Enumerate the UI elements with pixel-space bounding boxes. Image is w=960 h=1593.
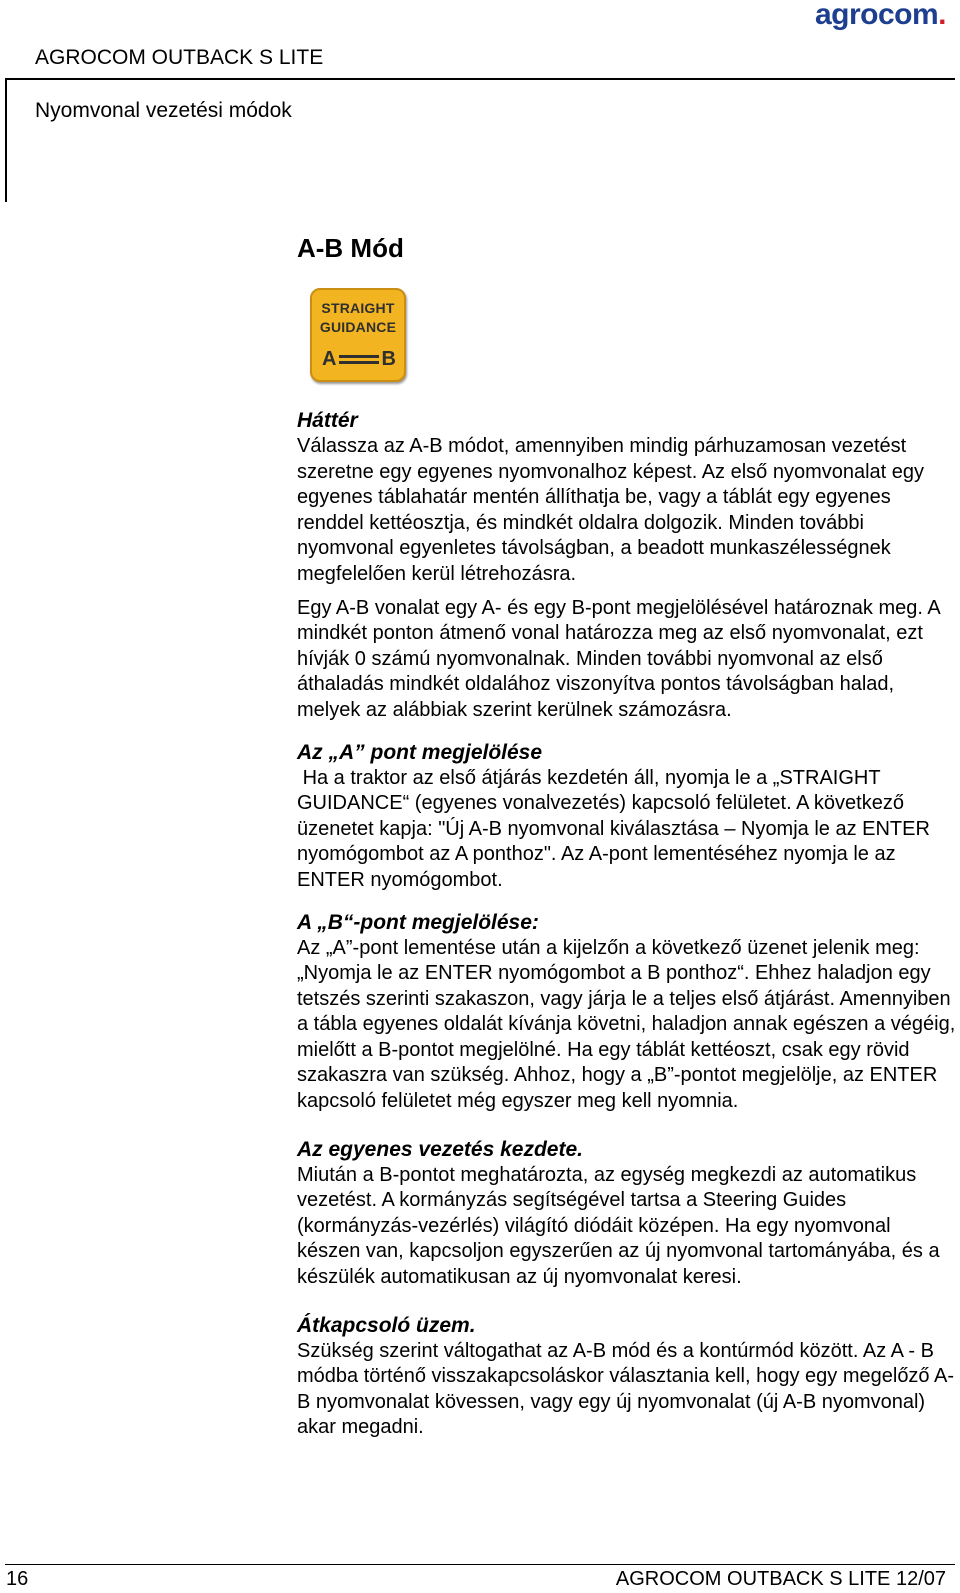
section-title: Az „A” pont megjelölése	[297, 740, 543, 764]
footer-document-id: AGROCOM OUTBACK S LITE 12/07	[615, 1568, 946, 1590]
footer-rule	[5, 1564, 955, 1565]
section-paragraph: Válassza az A-B módot, amennyiben mindig párhuzamosan vezetést szeretne egy egyenes nyomvonalhoz képest. Az első nyomvonalat egy egyenes táblahatár mentén állíthatja be, vagy a táblát egy egyenes renddel kettéosztja, és mindkét oldalra dolgozik. Minden további nyomvonal egyenletes távolságban, a beadott munkaszélességnek megfelelően kerül létrehozásra.	[297, 435, 925, 585]
logo-text: agrocom	[814, 0, 939, 31]
section-atkapcsolo	[297, 1313, 957, 1441]
badge-line-1: STRAIGHT	[321, 300, 395, 316]
badge-a-label: A	[322, 348, 337, 370]
section-title: A „B“-pont megjelölése:	[297, 910, 539, 934]
page-number: 16	[6, 1568, 29, 1590]
section-egyenes-vezetes	[297, 1137, 957, 1291]
section-paragraph: Miután a B-pontot meghatározta, az egység megkezdi az automatikus vezetést. A kormányzás segítségével tartsa a Steering Guides (kormányzás-vezérlés) világító diódáit középen. Ha egy nyomvonal készen van, kapcsoljon egyszerűen az új nyomvonal tartományába, és a készülék automatikusan az új nyomvonalat keresi.	[297, 1163, 940, 1289]
ab-line-lower	[339, 361, 379, 364]
section-paragraph: Ha a traktor az első átjárás kezdetén áll, nyomja le a „STRAIGHT GUIDANCE“ (egyenes vonalvezetés) kapcsoló felületet. A következő üzenetet kapja: "Új A-B nyomvonal kiválasztása – Nyomja le az ENTER nyomógombot az A ponthoz". Az A-pont lementéséhez nyomja le az ENTER nyomógombot.	[297, 766, 936, 891]
section-title: Átkapcsoló üzem.	[297, 1313, 476, 1337]
section-hatter	[297, 408, 957, 724]
badge-b-label: B	[381, 348, 396, 370]
agrocom-logo	[815, 0, 946, 32]
section-a-pont	[297, 740, 957, 894]
section-b-pont	[297, 910, 957, 1115]
straight-guidance-icon	[310, 288, 406, 382]
main-content	[297, 233, 957, 1441]
ab-line-symbol	[322, 348, 396, 370]
straight-guidance-button-image	[310, 288, 957, 382]
ab-line-upper	[339, 355, 379, 358]
logo-dot: .	[938, 0, 946, 31]
page-heading: A-B Mód	[297, 233, 404, 263]
chapter-title: Nyomvonal vezetési módok	[35, 99, 292, 122]
badge-line-2: GUIDANCE	[319, 319, 397, 335]
document-title: AGROCOM OUTBACK S LITE	[35, 46, 324, 69]
section-paragraph: Szükség szerint váltogathat az A-B mód és a kontúrmód között. Az A - B módba történő visszakapcsoláskor választania kell, hogy egy megelőző A-B nyomvonalat kövessen, vagy egy új nyomvonalat (új A-B nyomvonal) akar megadni.	[297, 1339, 955, 1439]
section-title: Háttér	[297, 409, 358, 432]
section-title: Az egyenes vezetés kezdete.	[297, 1137, 583, 1161]
header-rule	[5, 78, 955, 80]
section-paragraph: Egy A-B vonalat egy A- és egy B-pont megjelölésével határoznak meg. A mindkét ponton átmenő vonal határozza meg az első nyomvonalat, ezt hívják 0 számú nyomvonalnak. Minden további nyomvonal az első áthaladás mindkét oldalához viszonyítva pontos távolságban halad, melyek az alábbiak szerint kerülnek számozásra.	[297, 596, 940, 721]
header-margin-rule	[5, 78, 7, 202]
section-paragraph: Az „A”-pont lementése után a kijelzőn a következő üzenet jelenik meg: „Nyomja le az ENTER nyomógombot a B ponthoz“. Ehhez haladjon egy tetszés szerinti szakaszon, vagy járja le a teljes első átjárást. Amennyiben a tábla egyenes oldalát kívánja követni, haladjon annak egészen a végéig, mielőtt a B-pontot megjelölné. Ha egy táblát kettéoszt, csak egy rövid szakaszra van szükség. Ahhoz, hogy a „B”-pontot megjelölje, az ENTER kapcsoló felületet még egyszer meg kell nyomnia.	[297, 936, 956, 1113]
